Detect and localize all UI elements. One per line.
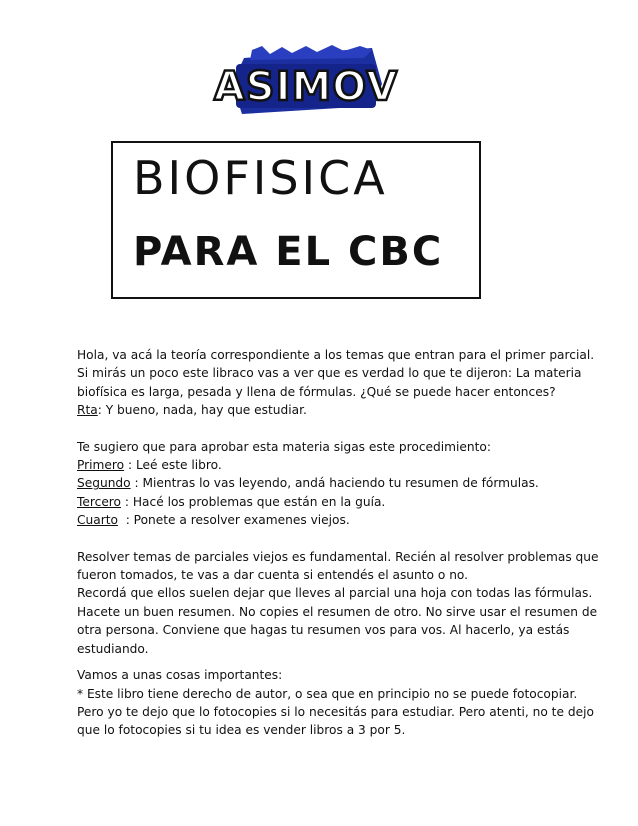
procedure-step bbox=[77, 511, 577, 529]
step-label: Segundo bbox=[77, 476, 131, 491]
rta-label: Rta bbox=[77, 403, 98, 418]
step-text: : Ponete a resolver examenes viejos. bbox=[117, 513, 350, 528]
title-line-2: PARA EL CBC bbox=[133, 229, 444, 275]
procedure-step bbox=[77, 474, 577, 492]
procedure-step bbox=[77, 493, 577, 511]
advice-line: otra persona. Conviene que hagas tu resumen vos para vos. Al hacerlo, ya estás bbox=[77, 623, 570, 638]
step-text: : Leé este libro. bbox=[124, 458, 222, 473]
asimov-logo bbox=[213, 44, 399, 116]
title-box bbox=[111, 141, 481, 299]
important-line: * Este libro tiene derecho de autor, o sea que en principio no se puede fotocopiar. bbox=[77, 686, 578, 701]
intro-line: Si mirás un poco este libraco vas a ver que es verdad lo que te dijeron: La materia bbox=[77, 366, 582, 381]
step-text: : Mientras lo vas leyendo, andá haciendo tu resumen de fórmulas. bbox=[130, 476, 539, 491]
step-label: Cuarto bbox=[77, 513, 118, 528]
advice-line: Resolver temas de parciales viejos es fundamental. Recién al resolver problemas que bbox=[77, 549, 599, 564]
rta-text: : Y bueno, nada, hay que estudiar. bbox=[97, 403, 307, 418]
logo-text: ASIMOV bbox=[213, 64, 399, 110]
procedure-heading: Te sugiero que para aprobar esta materia sigas este procedimiento: bbox=[77, 439, 491, 454]
intro-line: biofísica es larga, pesada y llena de fórmulas. ¿Qué se puede hacer entonces? bbox=[77, 384, 556, 399]
advice-line: Hacete un buen resumen. No copies el resumen de otro. No sirve usar el resumen de bbox=[77, 604, 598, 619]
advice-line: Recordá que ellos suelen dejar que lleves al parcial una hoja con todas las fórmulas. bbox=[77, 586, 593, 601]
step-label: Tercero bbox=[77, 494, 122, 509]
important-line: Pero yo te dejo que lo fotocopies si lo necesitás para estudiar. Pero atenti, no te dejo bbox=[77, 704, 594, 719]
title-line-1: BIOFISICA bbox=[133, 151, 388, 205]
important-line: que lo fotocopies si tu idea es vender libros a 3 por 5. bbox=[77, 723, 406, 738]
advice-line: estudiando. bbox=[77, 641, 149, 656]
intro-line: Hola, va acá la teoría correspondiente a los temas que entran para el primer parcial. bbox=[77, 348, 595, 362]
step-label: Primero bbox=[77, 458, 125, 473]
rta-line bbox=[77, 401, 577, 419]
asimov-logo-graphic bbox=[213, 44, 399, 116]
procedure-step bbox=[77, 456, 577, 474]
advice-line: fueron tomados, te vas a dar cuenta si entendés el asunto o no. bbox=[77, 568, 469, 583]
document-body bbox=[77, 346, 599, 740]
important-heading: Vamos a unas cosas importantes: bbox=[77, 668, 283, 683]
step-text: : Hacé los problemas que están en la guía. bbox=[121, 494, 386, 509]
